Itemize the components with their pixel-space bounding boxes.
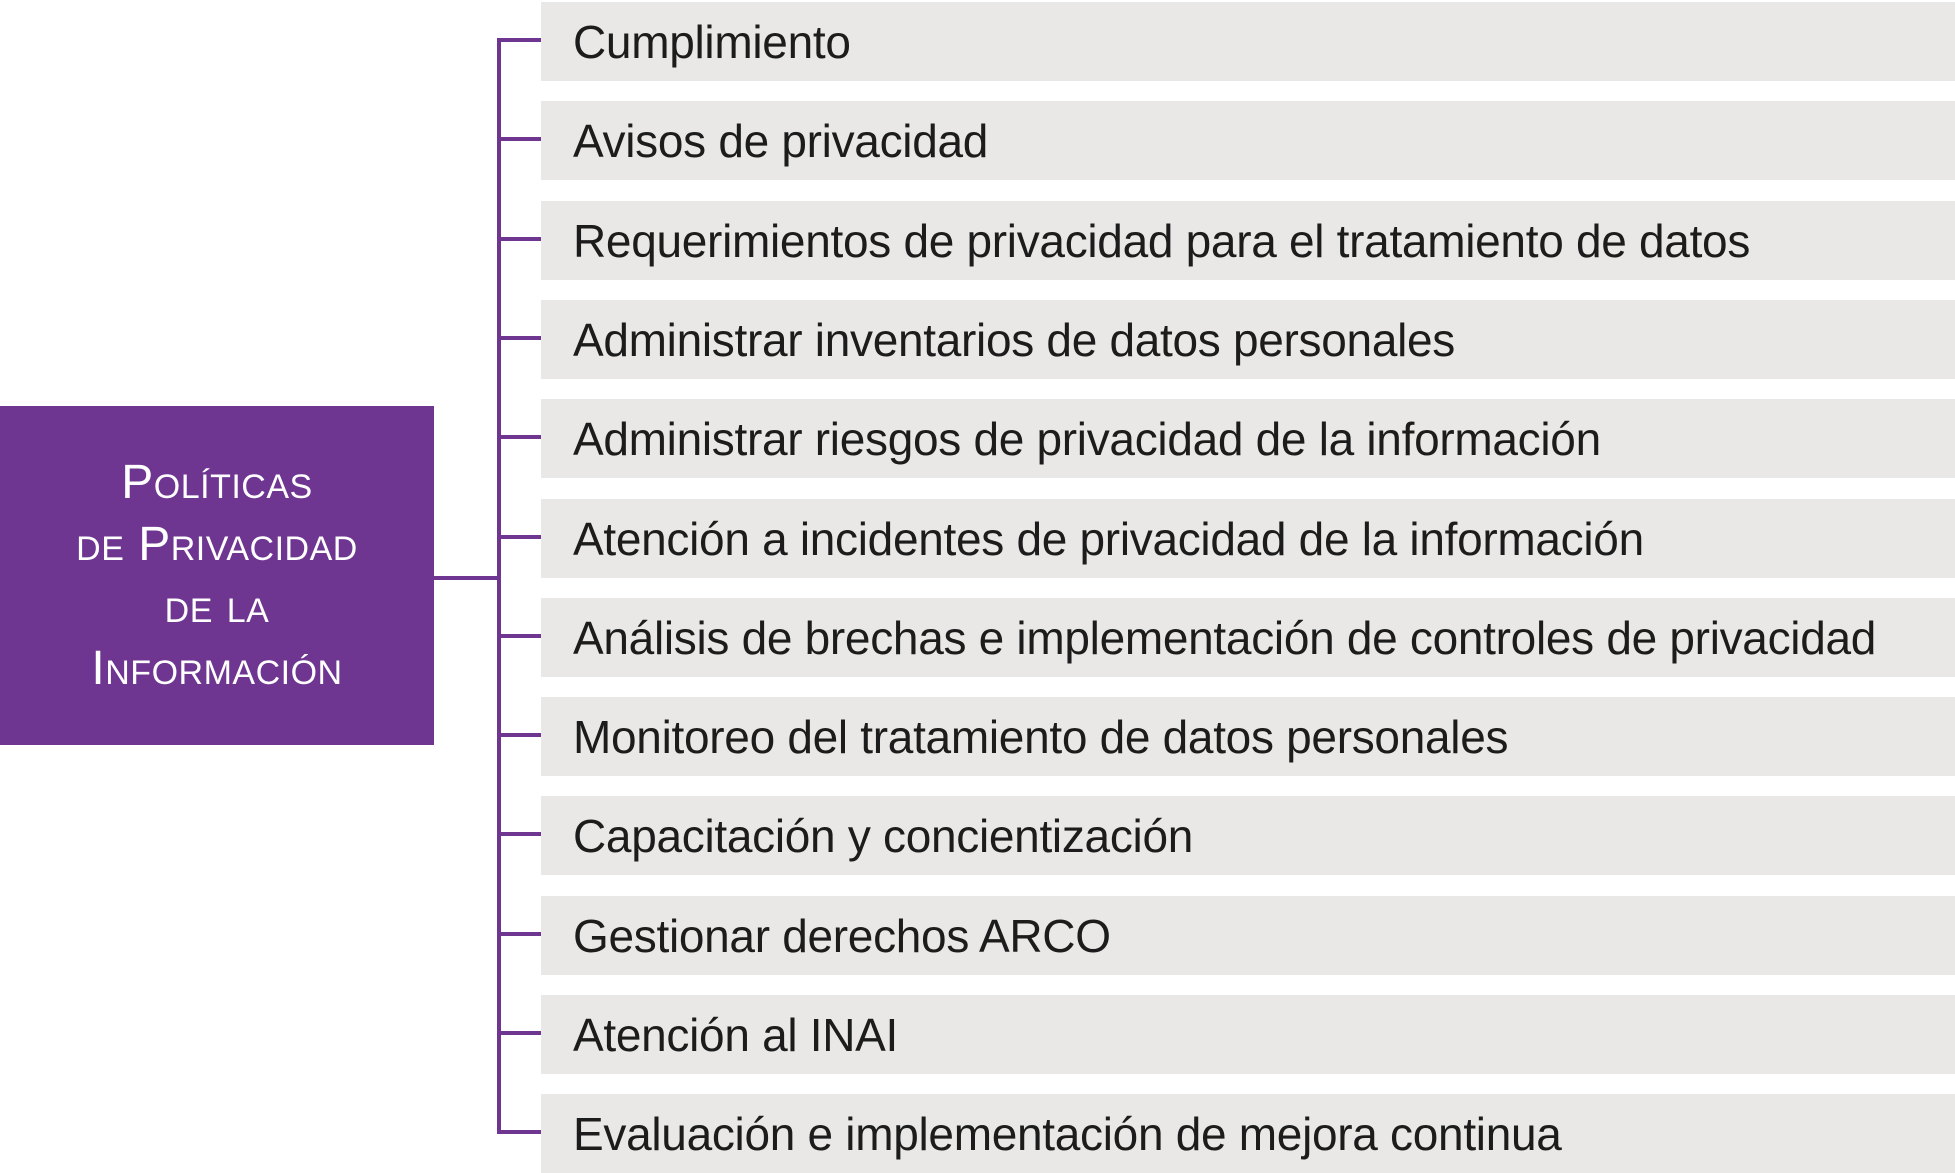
list-item [541, 1094, 1955, 1173]
list-item-label: Gestionar derechos ARCO [573, 909, 1111, 962]
list-item [541, 300, 1955, 379]
list-item [541, 995, 1955, 1074]
list-item-label: Evaluación e implementación de mejora continua [573, 1107, 1562, 1160]
root-label-line: Políticas [121, 455, 313, 509]
list-item [541, 796, 1955, 875]
root-label-line: de Privacidad [76, 517, 358, 571]
list-item-label: Cumplimiento [573, 15, 851, 68]
list-item-label: Requerimientos de privacidad para el tratamiento de datos [573, 214, 1751, 267]
list-item [541, 896, 1955, 975]
list-item [541, 499, 1955, 578]
list-item-label: Monitoreo del tratamiento de datos personales [573, 710, 1509, 763]
list-item-label: Administrar riesgos de privacidad de la información [573, 412, 1601, 465]
root-node [0, 406, 434, 745]
list-item-label: Atención a incidentes de privacidad de la información [573, 512, 1644, 565]
list-item [541, 598, 1955, 677]
list-item-label: Atención al INAI [573, 1008, 899, 1061]
root-node-label [76, 452, 358, 700]
list-item [541, 201, 1955, 280]
root-label-line: Información [91, 641, 343, 695]
list-item-label: Administrar inventarios de datos personales [573, 313, 1456, 366]
list-item-label: Análisis de brechas e implementación de controles de privacidad [573, 611, 1877, 664]
list-item [541, 101, 1955, 180]
list-item [541, 2, 1955, 81]
list-item-label: Capacitación y concientización [573, 809, 1194, 862]
root-label-line: de la [164, 579, 270, 633]
list-item [541, 697, 1955, 776]
list-item-label: Avisos de privacidad [573, 114, 989, 167]
connector-group [434, 38, 541, 1134]
list-item [541, 399, 1955, 478]
